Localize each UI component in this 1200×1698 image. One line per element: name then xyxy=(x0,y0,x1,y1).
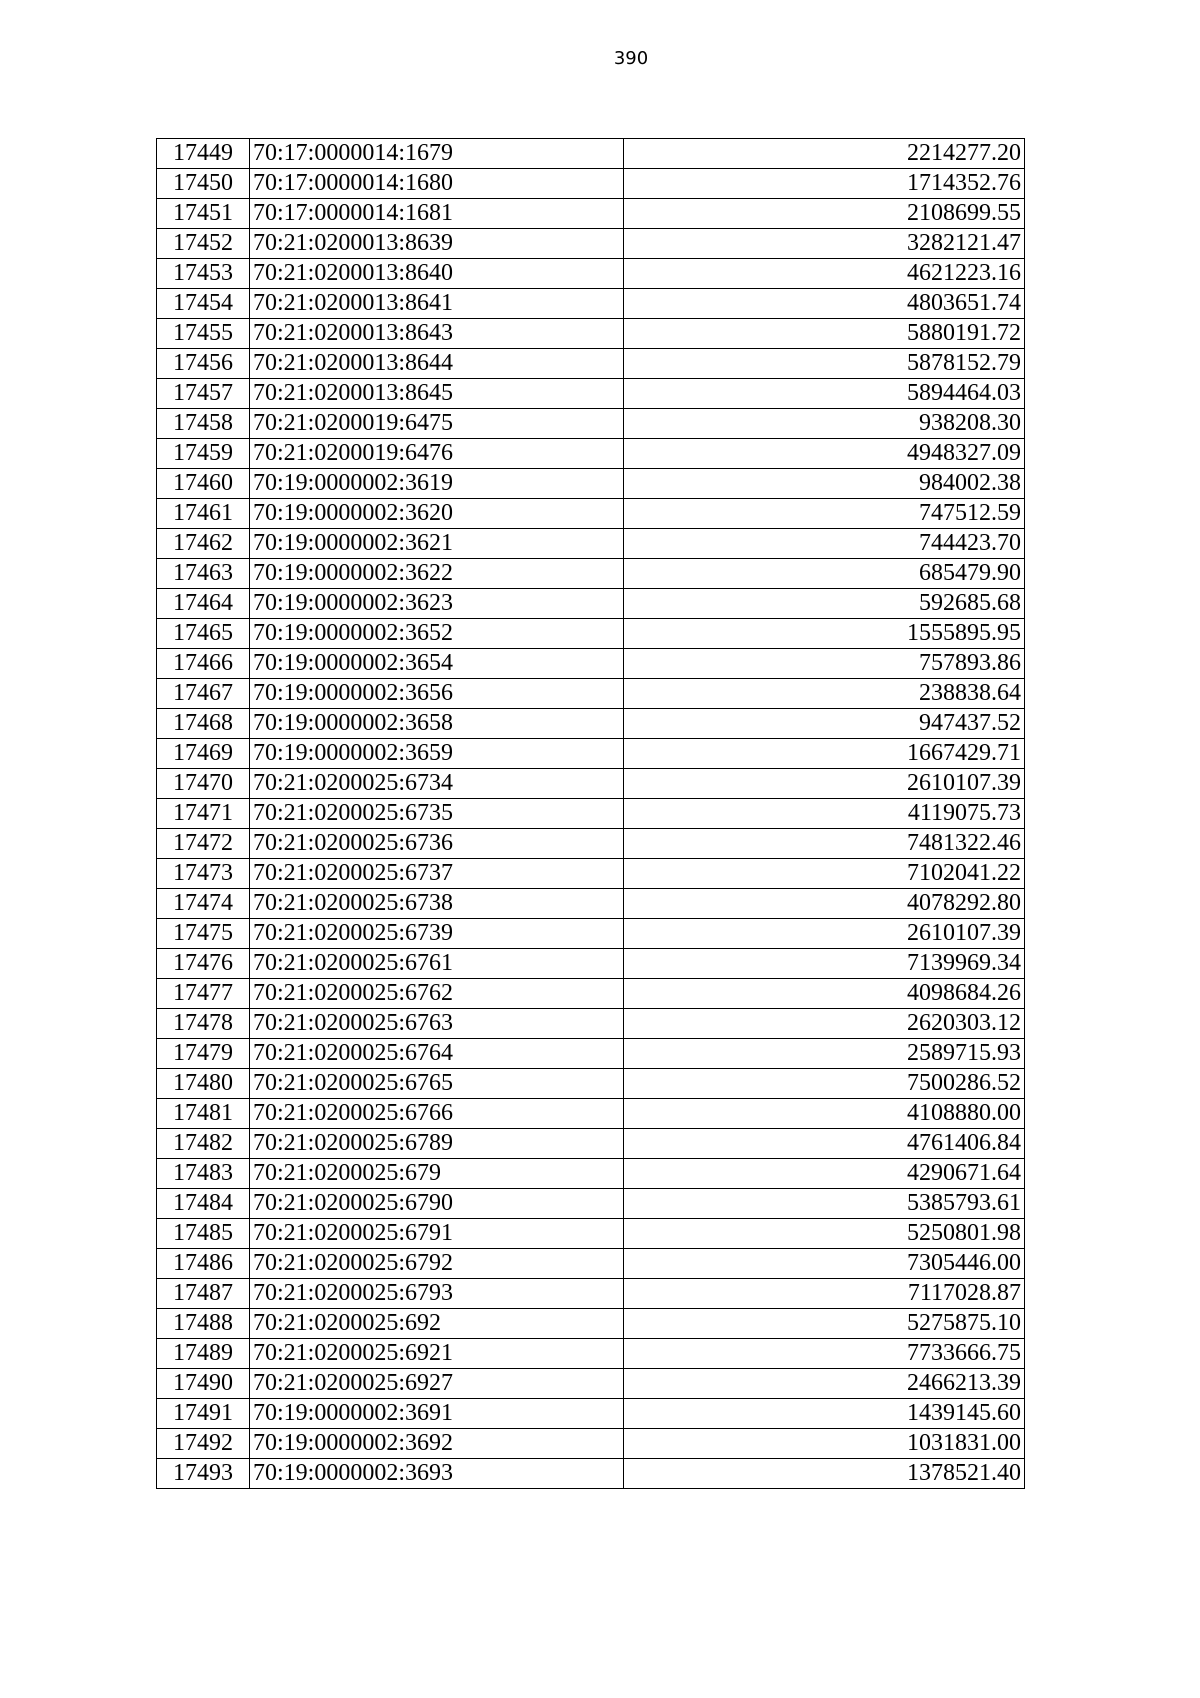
cadastral-value-cell: 2466213.39 xyxy=(624,1369,1025,1399)
table-row xyxy=(157,199,1025,229)
row-number-cell: 17459 xyxy=(157,439,250,469)
row-number-cell: 17474 xyxy=(157,889,250,919)
table-row xyxy=(157,769,1025,799)
cadastral-number-cell: 70:21:0200025:6790 xyxy=(250,1189,624,1219)
cadastral-number-cell: 70:19:0000002:3652 xyxy=(250,619,624,649)
table-row xyxy=(157,1039,1025,1069)
row-number-cell: 17456 xyxy=(157,349,250,379)
table-row xyxy=(157,439,1025,469)
cadastral-value-cell: 4621223.16 xyxy=(624,259,1025,289)
row-number-cell: 17488 xyxy=(157,1309,250,1339)
cadastral-value-cell: 984002.38 xyxy=(624,469,1025,499)
cadastral-number-cell: 70:17:0000014:1680 xyxy=(250,169,624,199)
table-row xyxy=(157,499,1025,529)
cadastral-value-cell: 4761406.84 xyxy=(624,1129,1025,1159)
table-row xyxy=(157,1399,1025,1429)
cadastral-number-cell: 70:21:0200025:6764 xyxy=(250,1039,624,1069)
row-number-cell: 17460 xyxy=(157,469,250,499)
cadastral-value-cell: 747512.59 xyxy=(624,499,1025,529)
cadastral-number-cell: 70:21:0200013:8640 xyxy=(250,259,624,289)
cadastral-value-cell: 592685.68 xyxy=(624,589,1025,619)
table-row xyxy=(157,229,1025,259)
table-row xyxy=(157,1369,1025,1399)
cadastral-number-cell: 70:21:0200025:6763 xyxy=(250,1009,624,1039)
cadastral-value-cell: 1555895.95 xyxy=(624,619,1025,649)
cadastral-number-cell: 70:21:0200013:8645 xyxy=(250,379,624,409)
cadastral-value-cell: 1031831.00 xyxy=(624,1429,1025,1459)
cadastral-number-cell: 70:21:0200013:8641 xyxy=(250,289,624,319)
cadastral-value-cell: 2610107.39 xyxy=(624,769,1025,799)
cadastral-number-cell: 70:21:0200025:6762 xyxy=(250,979,624,1009)
row-number-cell: 17470 xyxy=(157,769,250,799)
row-number-cell: 17468 xyxy=(157,709,250,739)
row-number-cell: 17466 xyxy=(157,649,250,679)
cadastral-number-cell: 70:19:0000002:3691 xyxy=(250,1399,624,1429)
cadastral-value-cell: 7117028.87 xyxy=(624,1279,1025,1309)
row-number-cell: 17484 xyxy=(157,1189,250,1219)
table-row xyxy=(157,379,1025,409)
cadastral-value-cell: 2620303.12 xyxy=(624,1009,1025,1039)
table-row xyxy=(157,649,1025,679)
cadastral-number-cell: 70:21:0200025:6735 xyxy=(250,799,624,829)
cadastral-number-cell: 70:17:0000014:1681 xyxy=(250,199,624,229)
row-number-cell: 17450 xyxy=(157,169,250,199)
row-number-cell: 17490 xyxy=(157,1369,250,1399)
cadastral-value-cell: 7305446.00 xyxy=(624,1249,1025,1279)
table-row xyxy=(157,169,1025,199)
table-row xyxy=(157,889,1025,919)
row-number-cell: 17455 xyxy=(157,319,250,349)
table-row xyxy=(157,139,1025,169)
cadastral-value-cell: 7500286.52 xyxy=(624,1069,1025,1099)
table-row xyxy=(157,1189,1025,1219)
cadastral-number-cell: 70:19:0000002:3659 xyxy=(250,739,624,769)
cadastral-number-cell: 70:21:0200025:6791 xyxy=(250,1219,624,1249)
cadastral-value-cell: 5250801.98 xyxy=(624,1219,1025,1249)
cadastral-number-cell: 70:21:0200025:6738 xyxy=(250,889,624,919)
row-number-cell: 17476 xyxy=(157,949,250,979)
row-number-cell: 17485 xyxy=(157,1219,250,1249)
cadastral-value-cell: 744423.70 xyxy=(624,529,1025,559)
cadastral-value-cell: 757893.86 xyxy=(624,649,1025,679)
table-row xyxy=(157,409,1025,439)
table-row xyxy=(157,1339,1025,1369)
table-row xyxy=(157,709,1025,739)
table-row xyxy=(157,619,1025,649)
page-number: 390 xyxy=(613,48,649,69)
row-number-cell: 17451 xyxy=(157,199,250,229)
row-number-cell: 17483 xyxy=(157,1159,250,1189)
cadastral-value-cell: 1439145.60 xyxy=(624,1399,1025,1429)
cadastral-number-cell: 70:19:0000002:3623 xyxy=(250,589,624,619)
cadastral-number-cell: 70:19:0000002:3619 xyxy=(250,469,624,499)
row-number-cell: 17469 xyxy=(157,739,250,769)
table-row xyxy=(157,289,1025,319)
table-row xyxy=(157,259,1025,289)
table-row xyxy=(157,1159,1025,1189)
cadastral-number-cell: 70:19:0000002:3654 xyxy=(250,649,624,679)
cadastral-value-cell: 685479.90 xyxy=(624,559,1025,589)
cadastral-value-table xyxy=(156,138,1025,1489)
row-number-cell: 17473 xyxy=(157,859,250,889)
table-row xyxy=(157,949,1025,979)
table-row xyxy=(157,559,1025,589)
cadastral-number-cell: 70:21:0200025:6736 xyxy=(250,829,624,859)
cadastral-value-cell: 2589715.93 xyxy=(624,1039,1025,1069)
table-row xyxy=(157,859,1025,889)
cadastral-value-cell: 7102041.22 xyxy=(624,859,1025,889)
row-number-cell: 17492 xyxy=(157,1429,250,1459)
cadastral-value-cell: 7733666.75 xyxy=(624,1339,1025,1369)
row-number-cell: 17453 xyxy=(157,259,250,289)
table-row xyxy=(157,1309,1025,1339)
cadastral-value-cell: 238838.64 xyxy=(624,679,1025,709)
table-row xyxy=(157,1219,1025,1249)
row-number-cell: 17454 xyxy=(157,289,250,319)
cadastral-value-cell: 2108699.55 xyxy=(624,199,1025,229)
row-number-cell: 17475 xyxy=(157,919,250,949)
cadastral-value-cell: 7481322.46 xyxy=(624,829,1025,859)
cadastral-number-cell: 70:19:0000002:3658 xyxy=(250,709,624,739)
cadastral-number-cell: 70:21:0200013:8639 xyxy=(250,229,624,259)
cadastral-number-cell: 70:19:0000002:3693 xyxy=(250,1459,624,1489)
cadastral-number-cell: 70:21:0200025:6739 xyxy=(250,919,624,949)
row-number-cell: 17457 xyxy=(157,379,250,409)
table-row xyxy=(157,799,1025,829)
cadastral-number-cell: 70:21:0200013:8643 xyxy=(250,319,624,349)
cadastral-number-cell: 70:19:0000002:3692 xyxy=(250,1429,624,1459)
cadastral-value-cell: 5385793.61 xyxy=(624,1189,1025,1219)
table-row xyxy=(157,919,1025,949)
table-row xyxy=(157,1099,1025,1129)
cadastral-number-cell: 70:21:0200025:6792 xyxy=(250,1249,624,1279)
row-number-cell: 17464 xyxy=(157,589,250,619)
cadastral-number-cell: 70:21:0200025:6766 xyxy=(250,1099,624,1129)
row-number-cell: 17489 xyxy=(157,1339,250,1369)
cadastral-number-cell: 70:21:0200019:6476 xyxy=(250,439,624,469)
cadastral-number-cell: 70:21:0200013:8644 xyxy=(250,349,624,379)
table-row xyxy=(157,1249,1025,1279)
table-row xyxy=(157,979,1025,1009)
row-number-cell: 17462 xyxy=(157,529,250,559)
cadastral-value-cell: 1714352.76 xyxy=(624,169,1025,199)
table-body xyxy=(157,139,1025,1489)
row-number-cell: 17461 xyxy=(157,499,250,529)
row-number-cell: 17491 xyxy=(157,1399,250,1429)
cadastral-value-cell: 4119075.73 xyxy=(624,799,1025,829)
table-row xyxy=(157,1069,1025,1099)
row-number-cell: 17481 xyxy=(157,1099,250,1129)
cadastral-value-cell: 2214277.20 xyxy=(624,139,1025,169)
cadastral-value-cell: 947437.52 xyxy=(624,709,1025,739)
cadastral-number-cell: 70:17:0000014:1679 xyxy=(250,139,624,169)
row-number-cell: 17480 xyxy=(157,1069,250,1099)
row-number-cell: 17482 xyxy=(157,1129,250,1159)
cadastral-number-cell: 70:21:0200019:6475 xyxy=(250,409,624,439)
row-number-cell: 17465 xyxy=(157,619,250,649)
cadastral-value-cell: 4803651.74 xyxy=(624,289,1025,319)
table-row xyxy=(157,1279,1025,1309)
cadastral-value-cell: 3282121.47 xyxy=(624,229,1025,259)
table-row xyxy=(157,829,1025,859)
cadastral-number-cell: 70:21:0200025:6789 xyxy=(250,1129,624,1159)
cadastral-number-cell: 70:21:0200025:6927 xyxy=(250,1369,624,1399)
cadastral-number-cell: 70:21:0200025:6761 xyxy=(250,949,624,979)
cadastral-number-cell: 70:21:0200025:6921 xyxy=(250,1339,624,1369)
cadastral-value-cell: 5880191.72 xyxy=(624,319,1025,349)
table-row xyxy=(157,1129,1025,1159)
cadastral-value-cell: 938208.30 xyxy=(624,409,1025,439)
cadastral-value-cell: 1378521.40 xyxy=(624,1459,1025,1489)
row-number-cell: 17472 xyxy=(157,829,250,859)
cadastral-number-cell: 70:19:0000002:3622 xyxy=(250,559,624,589)
row-number-cell: 17477 xyxy=(157,979,250,1009)
cadastral-number-cell: 70:21:0200025:679 xyxy=(250,1159,624,1189)
cadastral-value-cell: 5894464.03 xyxy=(624,379,1025,409)
cadastral-number-cell: 70:21:0200025:6765 xyxy=(250,1069,624,1099)
row-number-cell: 17487 xyxy=(157,1279,250,1309)
cadastral-number-cell: 70:21:0200025:6734 xyxy=(250,769,624,799)
row-number-cell: 17471 xyxy=(157,799,250,829)
cadastral-number-cell: 70:19:0000002:3656 xyxy=(250,679,624,709)
cadastral-value-cell: 1667429.71 xyxy=(624,739,1025,769)
table-row xyxy=(157,319,1025,349)
cadastral-number-cell: 70:21:0200025:6737 xyxy=(250,859,624,889)
cadastral-value-cell: 4078292.80 xyxy=(624,889,1025,919)
cadastral-value-cell: 4290671.64 xyxy=(624,1159,1025,1189)
cadastral-number-cell: 70:21:0200025:6793 xyxy=(250,1279,624,1309)
row-number-cell: 17449 xyxy=(157,139,250,169)
row-number-cell: 17479 xyxy=(157,1039,250,1069)
cadastral-value-cell: 7139969.34 xyxy=(624,949,1025,979)
cadastral-value-cell: 5275875.10 xyxy=(624,1309,1025,1339)
row-number-cell: 17463 xyxy=(157,559,250,589)
table-row xyxy=(157,469,1025,499)
table-row xyxy=(157,349,1025,379)
cadastral-value-cell: 4948327.09 xyxy=(624,439,1025,469)
table-row xyxy=(157,739,1025,769)
row-number-cell: 17452 xyxy=(157,229,250,259)
row-number-cell: 17493 xyxy=(157,1459,250,1489)
row-number-cell: 17478 xyxy=(157,1009,250,1039)
cadastral-value-cell: 4098684.26 xyxy=(624,979,1025,1009)
cadastral-value-cell: 4108880.00 xyxy=(624,1099,1025,1129)
row-number-cell: 17458 xyxy=(157,409,250,439)
cadastral-number-cell: 70:19:0000002:3620 xyxy=(250,499,624,529)
table-row xyxy=(157,1429,1025,1459)
cadastral-value-cell: 5878152.79 xyxy=(624,349,1025,379)
table-row xyxy=(157,1459,1025,1489)
cadastral-value-cell: 2610107.39 xyxy=(624,919,1025,949)
table-row xyxy=(157,679,1025,709)
row-number-cell: 17467 xyxy=(157,679,250,709)
cadastral-number-cell: 70:19:0000002:3621 xyxy=(250,529,624,559)
table-row xyxy=(157,589,1025,619)
table-row xyxy=(157,529,1025,559)
table-row xyxy=(157,1009,1025,1039)
cadastral-number-cell: 70:21:0200025:692 xyxy=(250,1309,624,1339)
row-number-cell: 17486 xyxy=(157,1249,250,1279)
